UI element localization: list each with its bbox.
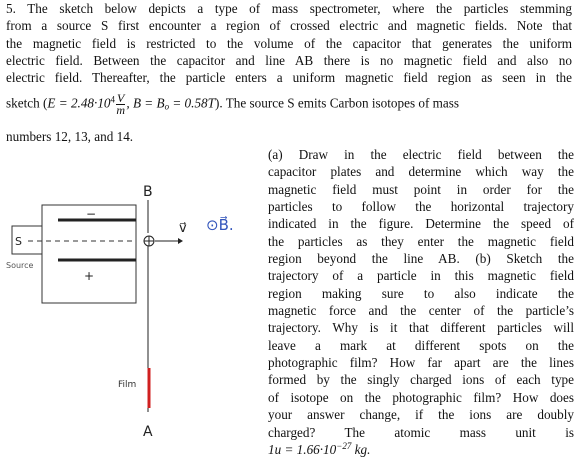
problem-line-5: electric field. Thereafter, the particle enters a uniform magnetic field region as seen in the [6, 70, 572, 86]
minus-sign: − [86, 207, 97, 221]
sketch-prefix: sketch ( [6, 95, 48, 111]
question-line: charged? The atomic mass unit is [268, 424, 574, 440]
sketch-suffix: ). The source S emits Carbon isotopes of mass [214, 95, 460, 111]
question-line: region beyond the line AB. (b) Sketch the [268, 251, 574, 267]
question-line: leave a mark at different spots on the [268, 337, 574, 353]
question-line: particles to follow the horizontal trajectory [268, 199, 574, 215]
b-field-value: = 0.58T [169, 95, 215, 111]
velocity-label: v⃗ [179, 221, 187, 236]
b-field-out-label: ⊙B⃗. [206, 216, 234, 234]
question-line: capacitor plates and determine which way the [268, 164, 574, 180]
velocity-arrowhead [178, 238, 183, 244]
source-s-label: S [15, 235, 22, 248]
mass-numbers-line: numbers 12, 13, and 14. [6, 129, 134, 144]
question-line: magnetic force and the center of the particle’s [268, 303, 574, 319]
question-line: indicated in the figure. Determine the speed of [268, 216, 574, 232]
problem-line-2: from a source S first encounter a region of crossed electric and magnetic fields. Note that [6, 18, 572, 34]
amu-value: 1u = 1.66·10 [268, 441, 337, 457]
amu-unit: kg. [351, 441, 371, 457]
b-subscript: o [164, 101, 170, 112]
plus-sign: + [84, 269, 95, 283]
source-label: Source [6, 261, 34, 270]
fraction-numerator: V [117, 91, 125, 105]
problem-line-4: electric field. Between the capacitor and line AB there is no magnetic field and also no [6, 52, 572, 68]
sketch-label-b-top: B [143, 184, 153, 200]
question-line: region making sure to also indicate the [268, 285, 574, 301]
question-line: magnetic field must point in order for the [268, 181, 574, 197]
question-line: formed by the singly charged ions of each type [268, 372, 574, 388]
question-line: your answer change, if the ions are doubly [268, 407, 574, 423]
film-label: Film [118, 380, 137, 390]
e-field-value: E = 2.48·10 [47, 95, 111, 111]
question-line: of isotope on the photographic film? How does [268, 389, 574, 405]
problem-line-3: the magnetic field is restricted to the volume of the capacitor that generates the uniform [6, 35, 572, 51]
sketch-label-a: A [143, 424, 153, 440]
b-field-label: , B = B [126, 95, 165, 111]
amu-exponent: −27 [336, 440, 352, 451]
problem-line-1: 5. The sketch below depicts a type of mass spectrometer, where the particles stemming [6, 1, 572, 16]
question-line: photographic film? How far apart are the lines [268, 355, 574, 371]
question-line: trajectory of a particle in this magnetic field [268, 268, 574, 284]
question-line: the particles as they enter the magnetic field [268, 233, 574, 249]
e-exponent: 4 [110, 94, 116, 105]
question-line: (a) Draw in the electric field between the [268, 147, 574, 162]
question-line: trajectory. Why is it that different particles will [268, 320, 574, 336]
fraction-denominator: m [116, 103, 126, 117]
